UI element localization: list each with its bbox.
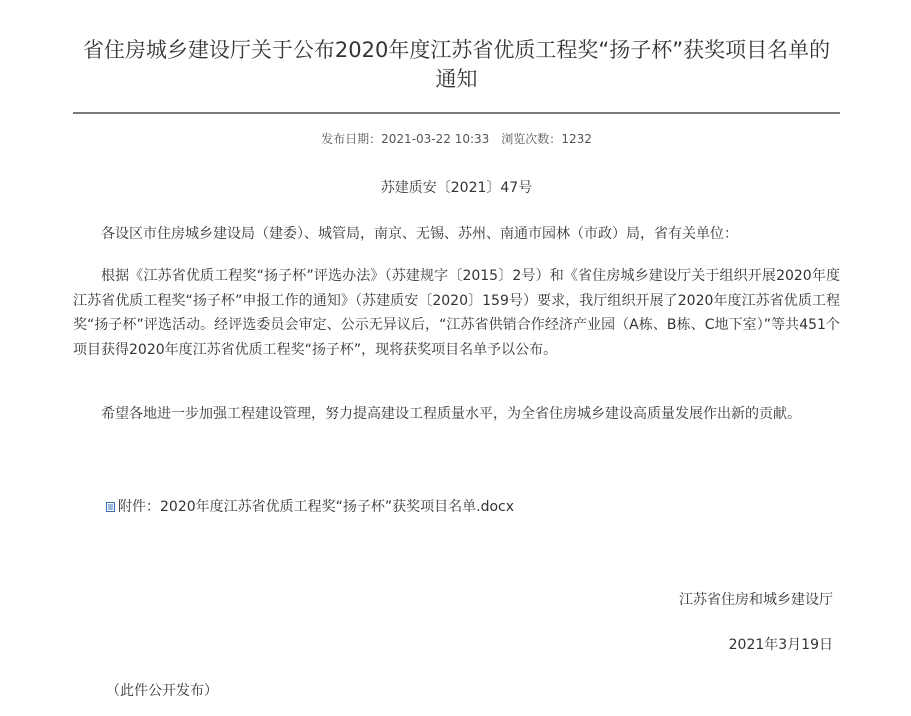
signature-date: 2021年3月19日 — [728, 637, 833, 653]
body-paragraph-2: 希望各地进一步加强工程建设管理，努力提高建设工程质量水平，为全省住房城乡建设高质量发展作出新的贡献。 — [101, 406, 801, 422]
attachment-link[interactable] — [106, 497, 514, 517]
signature-organization: 江苏省住房和城乡建设厅 — [679, 592, 833, 608]
document-icon — [106, 498, 115, 508]
view-count: 1232 — [561, 132, 592, 146]
page-title: 省住房城乡建设厅关于公布2020年度江苏省优质工程奖“扬子杯”获奖项目名单的通知 — [82, 38, 831, 91]
publish-date-label: 发布日期： — [321, 132, 382, 146]
public-release-note: （此件公开发布） — [106, 683, 218, 699]
body-paragraph-1: 根据《江苏省优质工程奖“扬子杯”评选办法》（苏建规字〔2015〕2号）和《省住房城乡建设厅关于组织开展2020年度江苏省优质工程奖“扬子杯”申报工作的通知》（苏建质安〔2020〕159号）要求，我厅组织开展了2020年度江苏省优质工程奖“扬子杯”评选活动。经评选委员会审定、公示无异议后，“江苏省供销合作经济产业园（A栋、B栋、C地下室）”等共451个项目获得2020年度江苏省优质工程奖“扬子杯”，现将获奖项目名单予以公布。 — [73, 268, 840, 358]
attachment-label: 附件：2020年度江苏省优质工程奖“扬子杯”获奖项目名单.docx — [118, 499, 515, 515]
publish-date: 2021-03-22 10:33 — [381, 132, 490, 146]
addressee-paragraph: 各设区市住房城乡建设局（建委）、城管局，南京、无锡、苏州、南通市园林（市政）局，省有关单位： — [101, 226, 738, 242]
document-number: 苏建质安〔2021〕47号 — [380, 180, 533, 196]
article-meta — [73, 131, 840, 147]
view-count-label: 浏览次数： — [501, 132, 562, 146]
title-divider — [73, 112, 840, 114]
